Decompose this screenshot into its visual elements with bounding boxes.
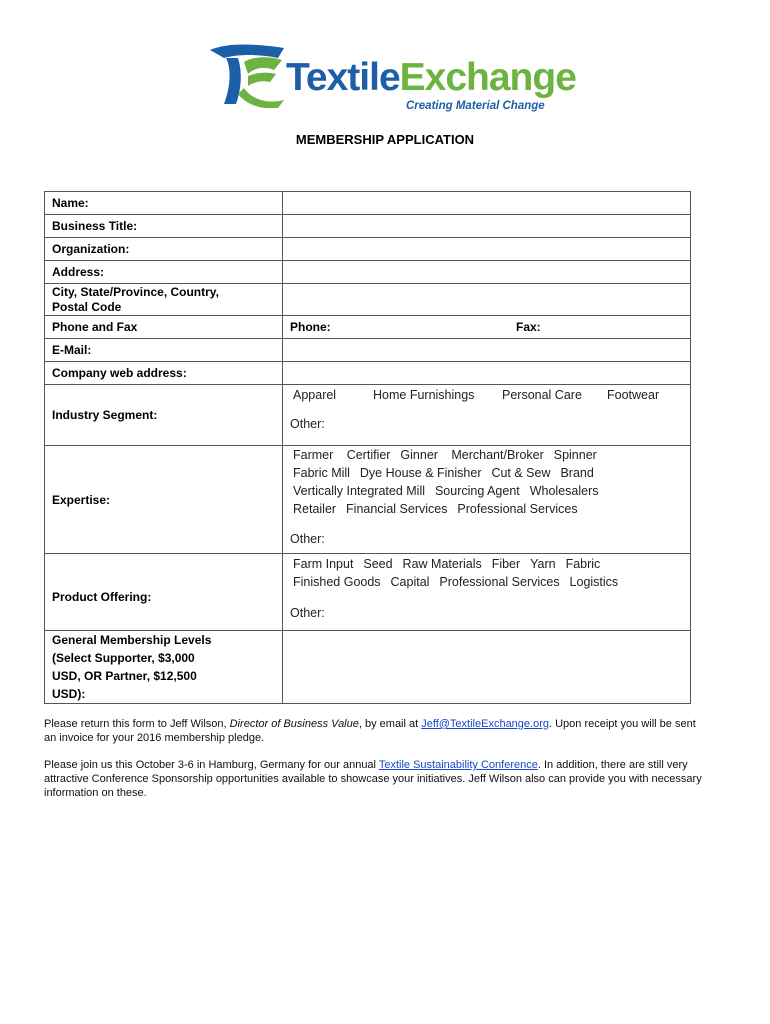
product-row-1 bbox=[290, 556, 683, 574]
expertise-row-3 bbox=[290, 483, 683, 501]
address-field[interactable] bbox=[283, 261, 691, 284]
option-dye-house[interactable]: Dye House & Finisher bbox=[359, 466, 482, 480]
option-financial-services[interactable]: Financial Services bbox=[346, 502, 448, 516]
option-retailer[interactable]: Retailer bbox=[293, 502, 337, 516]
option-seed[interactable]: Seed bbox=[363, 557, 393, 571]
product-other-label[interactable]: Other: bbox=[290, 606, 325, 620]
option-certifier[interactable]: Certifier bbox=[346, 448, 391, 462]
option-merchant-broker[interactable]: Merchant/Broker bbox=[451, 448, 544, 462]
expertise-label: Expertise: bbox=[45, 446, 283, 554]
expertise-field bbox=[283, 446, 691, 554]
phone-fax-field[interactable] bbox=[283, 316, 691, 339]
expertise-row-2 bbox=[290, 465, 683, 483]
city-field[interactable] bbox=[283, 284, 691, 316]
textile-exchange-logo bbox=[208, 42, 576, 118]
logo-mark-icon bbox=[208, 44, 288, 108]
option-farm-input[interactable]: Farm Input bbox=[293, 557, 354, 571]
option-farmer[interactable]: Farmer bbox=[293, 448, 334, 462]
option-fabric-mill[interactable]: Fabric Mill bbox=[293, 466, 350, 480]
option-logistics[interactable]: Logistics bbox=[569, 575, 619, 589]
email-label: E-Mail: bbox=[45, 339, 283, 362]
business-title-field[interactable] bbox=[283, 215, 691, 238]
membership-levels-label: General Membership Levels (Select Supporter, $3,000 USD, OR Partner, $12,500 USD): bbox=[45, 631, 283, 704]
membership-levels-field[interactable] bbox=[283, 631, 691, 704]
expertise-row-4 bbox=[290, 501, 683, 519]
conference-link[interactable]: Textile Sustainability Conference bbox=[378, 759, 538, 771]
option-raw-materials[interactable]: Raw Materials bbox=[402, 557, 482, 571]
industry-label: Industry Segment: bbox=[45, 385, 283, 446]
city-label: City, State/Province, Country, Postal Code bbox=[45, 284, 283, 316]
name-field[interactable] bbox=[283, 192, 691, 215]
product-offering-field bbox=[283, 554, 691, 631]
option-personal-care[interactable]: Personal Care bbox=[502, 388, 582, 402]
option-finished-goods[interactable]: Finished Goods bbox=[293, 575, 381, 589]
option-brand[interactable]: Brand bbox=[560, 466, 594, 480]
email-link[interactable]: Jeff@TextileExchange.org bbox=[421, 718, 549, 730]
expertise-row-1 bbox=[290, 447, 683, 465]
option-footwear[interactable]: Footwear bbox=[607, 388, 660, 402]
web-label: Company web address: bbox=[45, 362, 283, 385]
option-fabric[interactable]: Fabric bbox=[565, 557, 601, 571]
option-spinner[interactable]: Spinner bbox=[553, 448, 597, 462]
option-cut-sew[interactable]: Cut & Sew bbox=[491, 466, 551, 480]
phone-label: Phone: bbox=[290, 320, 331, 334]
page-title: MEMBERSHIP APPLICATION bbox=[295, 132, 475, 147]
business-title-label: Business Title: bbox=[45, 215, 283, 238]
option-ginner[interactable]: Ginner bbox=[400, 448, 438, 462]
return-instructions: Please return this form to Jeff Wilson, Director of Business Value, by email at Jeff@TextileExchange.org. Upon receipt you will be sent an invoice for your 2016 membership pledge. bbox=[44, 718, 696, 744]
web-field[interactable] bbox=[283, 362, 691, 385]
option-yarn[interactable]: Yarn bbox=[530, 557, 556, 571]
option-sourcing-agent[interactable]: Sourcing Agent bbox=[434, 484, 520, 498]
logo-tagline: Creating Material Change bbox=[406, 100, 545, 112]
option-apparel[interactable]: Apparel bbox=[293, 388, 337, 402]
expertise-other-label[interactable]: Other: bbox=[290, 532, 325, 546]
option-fiber[interactable]: Fiber bbox=[491, 557, 521, 571]
phone-fax-label: Phone and Fax bbox=[45, 316, 283, 339]
option-wholesalers[interactable]: Wholesalers bbox=[529, 484, 599, 498]
membership-form-table bbox=[44, 191, 691, 704]
option-professional-services[interactable]: Professional Services bbox=[457, 502, 578, 516]
option-product-professional-services[interactable]: Professional Services bbox=[439, 575, 560, 589]
conference-invitation: Please join us this October 3-6 in Hamburg, Germany for our annual Textile Sustainability Conference. In addition, there are still very attractive Conference Sponsorship opportunities available to showcase your initiatives. Jeff Wilson also can provide you with necessary information on these. bbox=[44, 759, 702, 799]
name-label: Name: bbox=[45, 192, 283, 215]
product-row-2 bbox=[290, 574, 683, 592]
address-label: Address: bbox=[45, 261, 283, 284]
product-offering-label: Product Offering: bbox=[45, 554, 283, 631]
option-home-furnishings[interactable]: Home Furnishings bbox=[373, 388, 475, 402]
organization-label: Organization: bbox=[45, 238, 283, 261]
option-capital[interactable]: Capital bbox=[390, 575, 430, 589]
industry-field bbox=[283, 385, 691, 446]
organization-field[interactable] bbox=[283, 238, 691, 261]
option-vertically-integrated-mill[interactable]: Vertically Integrated Mill bbox=[293, 484, 426, 498]
email-field[interactable] bbox=[283, 339, 691, 362]
fax-label: Fax: bbox=[516, 320, 541, 334]
logo-wordmark: TextileExchange bbox=[286, 56, 576, 99]
industry-other-label[interactable]: Other: bbox=[290, 417, 325, 431]
